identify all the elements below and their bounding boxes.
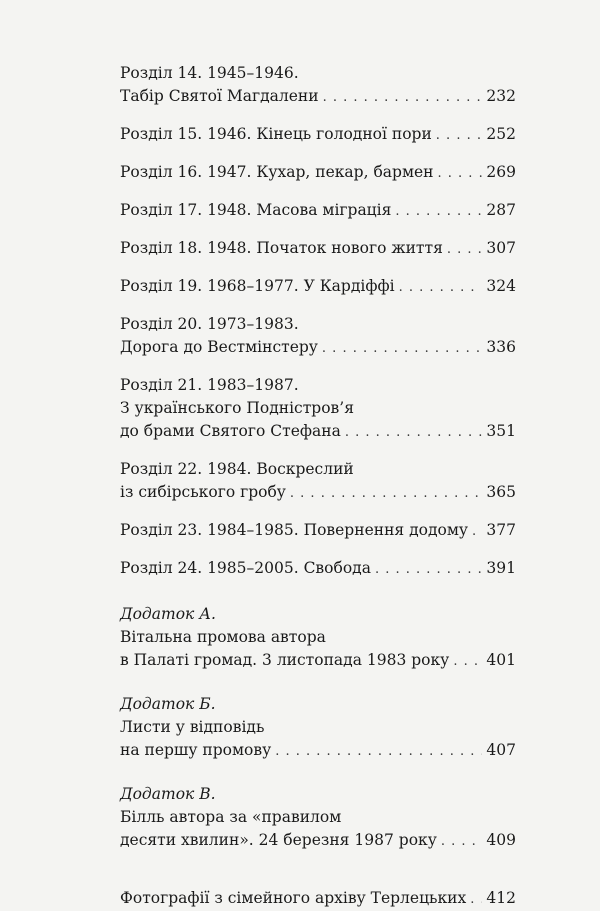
entry-last-line	[120, 275, 516, 299]
toc-entry	[120, 519, 516, 543]
entry-title-line: Розділ 15. 1946. Кінець голодної пори	[120, 125, 432, 143]
dot-leader	[438, 162, 483, 185]
dot-leader	[441, 830, 483, 853]
entry-title-line: Розділ 21. 1983–1987.	[120, 376, 299, 394]
entry-last-line	[120, 481, 516, 505]
toc-entry	[120, 603, 516, 673]
dot-leader	[323, 86, 483, 109]
page-number: 252	[486, 125, 516, 143]
dot-leader	[436, 124, 483, 147]
entry-title-line: Листи у відповідь	[120, 718, 265, 736]
entry-last-line	[120, 739, 516, 763]
toc-entry	[120, 693, 516, 763]
entry-last-line	[120, 887, 516, 911]
page-number: 324	[486, 277, 516, 295]
entry-last-line	[120, 420, 516, 444]
entry-title-line: до брами Святого Стефана	[120, 422, 341, 440]
appendix-label: Додаток В.	[120, 785, 216, 803]
entry-last-line	[120, 519, 516, 543]
dot-leader	[472, 520, 482, 543]
entry-title-line: Розділ 19. 1968–1977. У Кардіффі	[120, 277, 395, 295]
entry-title-line: Білль автора за «правилом	[120, 808, 342, 826]
dot-leader	[375, 558, 482, 581]
toc-entry	[120, 275, 516, 299]
entry-title-line: Розділ 22. 1984. Воскреслий	[120, 460, 354, 478]
entry-title-line: Розділ 20. 1973–1983.	[120, 315, 299, 333]
page-number: 269	[486, 163, 516, 181]
entry-title-line: Вітальна промова автора	[120, 628, 326, 646]
toc-entry	[120, 62, 516, 109]
page-number: 351	[486, 422, 516, 440]
toc-entry	[120, 123, 516, 147]
entry-title-line: Розділ 18. 1948. Початок нового життя	[120, 239, 443, 257]
entry-last-line	[120, 557, 516, 581]
entry-title-line: Дорога до Вестмінстеру	[120, 338, 318, 356]
toc-entry	[120, 199, 516, 223]
entry-last-line	[120, 336, 516, 360]
dot-leader	[275, 740, 482, 763]
page-number: 307	[486, 239, 516, 257]
entry-title-line: Розділ 23. 1984–1985. Повернення додому	[120, 521, 469, 539]
page-number: 407	[486, 741, 516, 759]
page-number: 365	[486, 483, 516, 501]
entry-title-line: із сибірського гробу	[120, 483, 286, 501]
entry-title-line: З українського Подністров’я	[120, 399, 354, 417]
toc-entry	[120, 783, 516, 853]
entry-last-line	[120, 237, 516, 261]
entry-last-line	[120, 199, 516, 223]
entry-title-line: на першу промову	[120, 741, 272, 759]
table-of-contents	[120, 62, 516, 911]
dot-leader	[395, 200, 482, 223]
toc-entry	[120, 557, 516, 581]
toc-entry	[120, 313, 516, 360]
dot-leader	[399, 276, 483, 299]
entry-title-line: Табір Святої Магдалени	[120, 87, 319, 105]
toc-entry	[120, 161, 516, 185]
dot-leader	[345, 421, 483, 444]
entry-title-line: Розділ 16. 1947. Кухар, пекар, бармен	[120, 163, 434, 181]
page-number: 377	[486, 521, 516, 539]
entry-title-line: Розділ 17. 1948. Масова міграція	[120, 201, 392, 219]
dot-leader	[453, 650, 482, 673]
appendix-label: Додаток А.	[120, 605, 216, 623]
toc-entry	[120, 237, 516, 261]
page-number: 287	[486, 201, 516, 219]
dot-leader	[447, 238, 483, 261]
entry-title-line: Фотографії з сімейного архіву Терлецьких	[120, 889, 467, 907]
toc-entry	[120, 887, 516, 911]
page-number: 232	[486, 87, 516, 105]
dot-leader	[470, 888, 482, 911]
page-number: 409	[486, 831, 516, 849]
entry-title-line: Розділ 14. 1945–1946.	[120, 64, 299, 82]
dot-leader	[322, 337, 482, 360]
entry-last-line	[120, 829, 516, 853]
page-number: 336	[486, 338, 516, 356]
entry-last-line	[120, 649, 516, 673]
entry-last-line	[120, 161, 516, 185]
appendix-label: Додаток Б.	[120, 695, 216, 713]
dot-leader	[290, 482, 483, 505]
entry-title-line: в Палаті громад. 3 листопада 1983 року	[120, 651, 450, 669]
toc-entry	[120, 458, 516, 505]
toc-entry	[120, 374, 516, 444]
entry-title-line: десяти хвилин». 24 березня 1987 року	[120, 831, 437, 849]
page-number: 391	[486, 559, 516, 577]
entry-last-line	[120, 123, 516, 147]
entry-title-line: Розділ 24. 1985–2005. Свобода	[120, 559, 371, 577]
entry-last-line	[120, 85, 516, 109]
page-number: 401	[486, 651, 516, 669]
page-number: 412	[486, 889, 516, 907]
